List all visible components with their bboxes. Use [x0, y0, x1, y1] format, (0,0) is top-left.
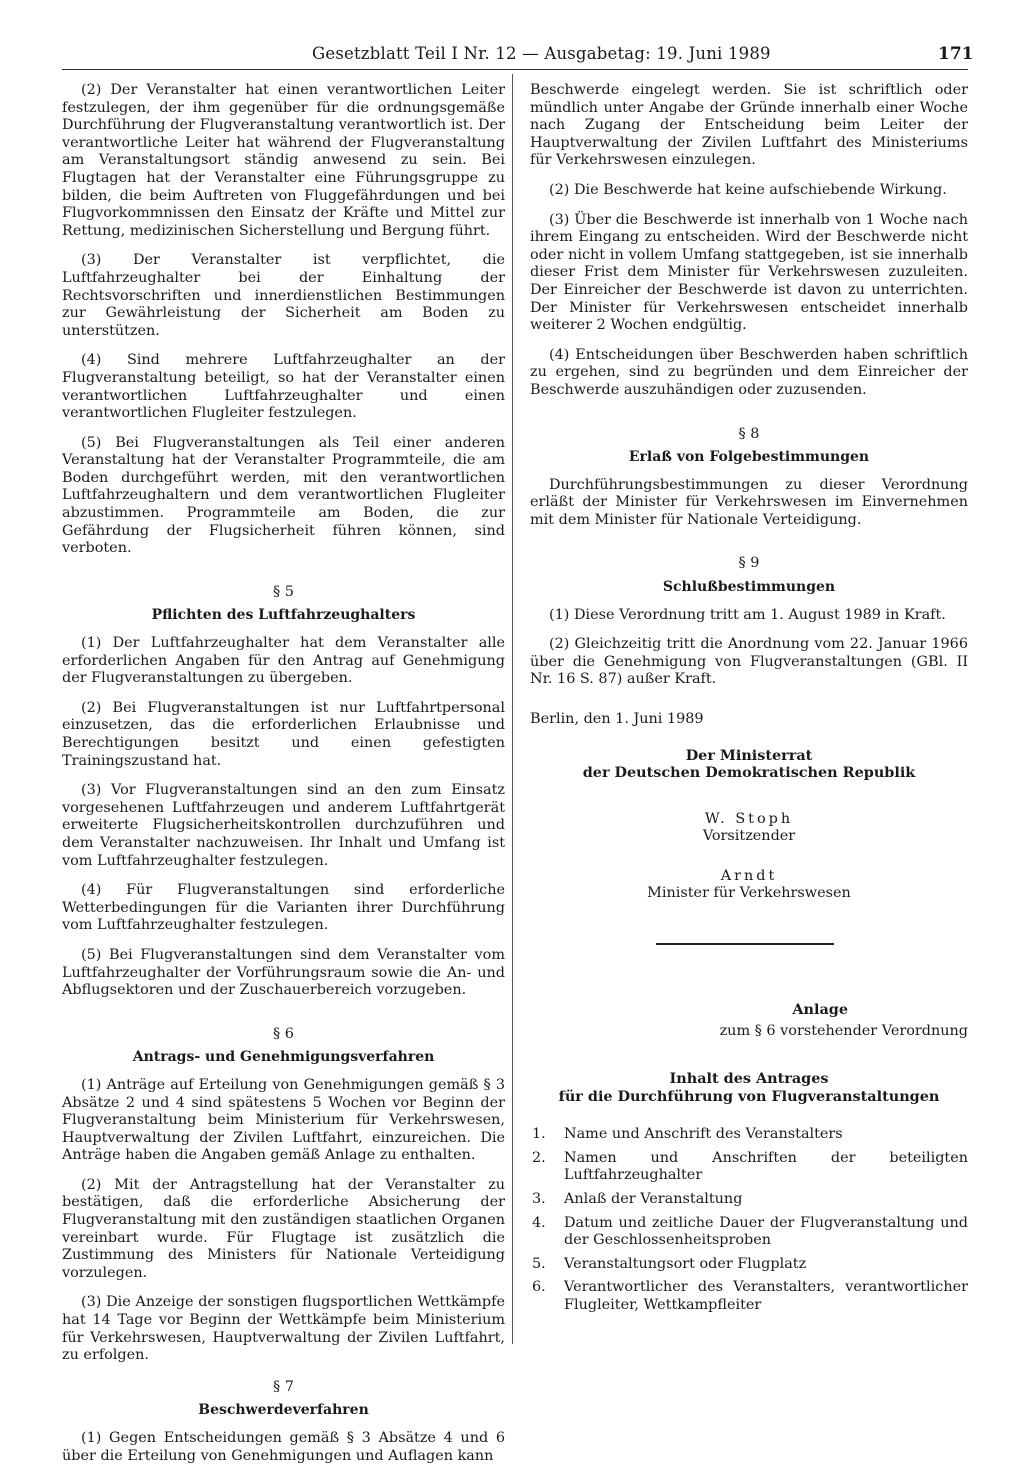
annex-item-list: [530, 1126, 968, 1314]
section-5-number: § 5: [273, 583, 294, 600]
list-item-number: 6.: [532, 1279, 546, 1296]
list-item-text: Namen und Anschriften der beteiligten Luftfahrzeughalter: [564, 1149, 968, 1184]
list-item-text: Anlaß der Veranstaltung: [564, 1190, 743, 1207]
gazette-header-title: Gesetzblatt Teil I Nr. 12 — Ausgabetag: 19. Juni 1989: [312, 44, 771, 63]
section-8-number: § 8: [738, 425, 760, 442]
signatory-role: Vorsitzender: [702, 828, 796, 845]
signatory-name: Arndt: [720, 867, 778, 884]
list-item-text: Veranstaltungsort oder Flugplatz: [564, 1255, 807, 1272]
paragraph: (5) Bei Flugveranstaltungen als Teil einer anderen Veranstaltung hat der Veranstalter Programmteile, die am Boden durchgeführt werden, mit den verantwortlichen Luftfahrzeughaltern und dem verantwortlichen Flugleiter abzustimmen. Programmteile am Boden, die zur Gefährdung der Flugsicherheit führen können, sind verboten.: [62, 434, 505, 557]
list-item-number: 3.: [532, 1190, 546, 1207]
place-date: Berlin, den 1. Juni 1989: [530, 711, 704, 728]
section-9-number: § 9: [738, 555, 760, 572]
paragraph: (5) Bei Flugveranstaltungen sind dem Veranstalter vom Luftfahrzeughalter der Vorführungsraum sowie die An- und Abflugsektoren und der Zuschauerbereich vorzugeben.: [62, 946, 505, 999]
header-rule: [62, 69, 968, 70]
list-item-number: 4.: [532, 1214, 546, 1231]
signatory-role: Minister für Verkehrswesen: [647, 885, 851, 902]
annex-reference: zum § 6 vorstehender Verordnung: [719, 1022, 968, 1039]
annex-heading-line: Inhalt des Antrages: [669, 1070, 829, 1088]
separator-rule: [656, 943, 834, 945]
paragraph: Beschwerde eingelegt werden. Sie ist schriftlich oder mündlich unter Angabe der Gründe innerhalb einer Woche nach Zugang der Entscheidung beim Leiter der Hauptverwaltung der Zivilen Luftfahrt des Ministeriums für Verkehrswesen einzulegen.: [530, 82, 968, 169]
page-header: [0, 44, 1024, 70]
paragraph: (1) Anträge auf Erteilung von Genehmigungen gemäß § 3 Absätze 2 und 4 sind spätestens 5 Wochen vor Beginn der Flugveranstaltung beim Ministerium für Verkehrswesen, Hauptverwaltung der Zivilen Luftfahrt, einzureichen. Die Anträge haben die Angaben gemäß Anlage zu enthalten.: [62, 1076, 505, 1164]
paragraph: (4) Entscheidungen über Beschwerden haben schriftlich zu ergehen, sind zu begründen und dem Einreicher der Beschwerde auszuhändigen oder zuzusenden.: [530, 346, 968, 398]
paragraph: (1) Diese Verordnung tritt am 1. August 1989 in Kraft.: [549, 606, 946, 623]
left-column: [62, 82, 505, 1477]
section-6-number: § 6: [273, 1025, 294, 1042]
list-item-number: 5.: [532, 1255, 546, 1272]
list-item-text: Datum und zeitliche Dauer der Flugveranstaltung und der Geschlossenheitsproben: [564, 1214, 968, 1249]
annex-title: Anlage: [792, 1001, 848, 1018]
list-item: [530, 1126, 968, 1144]
paragraph: (1) Gegen Entscheidungen gemäß § 3 Absätze 4 und 6 über die Erteilung von Genehmigungen und Auflagen kann: [62, 1430, 505, 1464]
page-number: 171: [938, 44, 974, 64]
signature-org-line: Der Ministerrat: [685, 746, 813, 764]
list-item: [530, 1150, 968, 1185]
paragraph: (3) Der Veranstalter ist verpflichtet, die Luftfahrzeughalter bei der Einhaltung der Rechtsvorschriften und innerdienstlichen Bestimmungen zur Gewährleistung der Sicherheit am Boden zu unterstützen.: [62, 252, 505, 339]
paragraph: (4) Sind mehrere Luftfahrzeughalter an der Flugveranstaltung beteiligt, so hat der Veranstalter einen verantwortlichen Luftfahrzeughalter und einen verantwortlichen Flugleiter festzulegen.: [62, 352, 505, 422]
paragraph: (2) Bei Flugveranstaltungen ist nur Luftfahrtpersonal einzusetzen, das die erforderlichen Erlaubnisse und Berechtigungen besitzt und einen gefestigten Trainingszustand hat.: [62, 699, 505, 769]
section-7-title: Beschwerdeverfahren: [198, 1402, 369, 1419]
list-item-text: Verantwortlicher des Veranstalters, verantwortlicher Flugleiter, Wettkampfleiter: [564, 1279, 968, 1313]
list-item: [530, 1256, 968, 1274]
list-item: [530, 1279, 968, 1314]
section-6-title: Antrags- und Genehmigungsverfahren: [132, 1049, 435, 1066]
list-item: [530, 1215, 968, 1250]
paragraph: Durchführungsbestimmungen zu dieser Verordnung erläßt der Minister für Verkehrswesen im Einvernehmen mit dem Minister für Nationale Verteidigung.: [530, 476, 968, 528]
section-8-title: Erlaß von Folgebestimmungen: [628, 449, 870, 466]
paragraph: (3) Vor Flugveranstaltungen sind an den zum Einsatz vorgesehenen Luftfahrzeugen und anderem Luftfahrtgerät erweiterte Flugsicherheitskontrollen durchzuführen und dem Veranstalter nachzuweisen. Ihr Inhalt und Umfang ist vom Luftfahrzeughalter festzulegen.: [62, 782, 505, 869]
annex-heading-line: für die Durchführung von Flugveranstaltungen: [558, 1088, 940, 1106]
list-item-number: 1.: [532, 1126, 546, 1143]
paragraph: (2) Gleichzeitig tritt die Anordnung vom 22. Januar 1966 über die Genehmigung von Flugveranstaltungen (GBl. II Nr. 16 S. 87) außer Kraft.: [530, 636, 968, 688]
section-7-number: § 7: [273, 1378, 294, 1395]
list-item-number: 2.: [532, 1149, 546, 1166]
paragraph: (2) Der Veranstalter hat einen verantwortlichen Leiter festzulegen, der ihm gegenüber für die ordnungsgemäße Durchführung der Flugveranstaltung verantwortlich ist. Der verantwortliche Leiter hat während der Flugveranstaltung am Veranstaltungsort ständig anwesend zu sein. Bei Flugtagen hat der Veranstalter eine Führungsgruppe zu bilden, die beim Auftreten von Fluggefährdungen und bei Flugvorkommnissen den Einsatz der Kräfte und Mittel zur Rettung, medizinischen Sicherstellung und Bergung führt.: [62, 82, 505, 239]
paragraph: (2) Mit der Antragstellung hat der Veranstalter zu bestätigen, daß die erforderliche Absicherung der Flugveranstaltung mit den zuständigen staatlichen Organen vereinbart wurde. Für Flugtage ist zusätzlich die Zustimmung des Ministers für Nationale Verteidigung vorzulegen.: [62, 1176, 505, 1281]
section-5-title: Pflichten des Luftfahrzeughalters: [151, 607, 416, 624]
signature-org-line: der Deutschen Demokratischen Republik: [582, 763, 916, 781]
annex-heading: [530, 1070, 968, 1106]
list-item-text: Name und Anschrift des Veranstalters: [564, 1126, 843, 1143]
paragraph: (2) Die Beschwerde hat keine aufschiebende Wirkung.: [549, 181, 947, 198]
column-divider: [512, 74, 513, 1344]
signature-organization: [530, 747, 968, 781]
right-column: [530, 82, 968, 1321]
signatory-name: W. Stoph: [704, 810, 794, 827]
list-item: [530, 1191, 968, 1209]
signature-block: [530, 747, 968, 903]
paragraph: (1) Der Luftfahrzeughalter hat dem Veranstalter alle erforderlichen Angaben für den Antrag auf Genehmigung der Flugveranstaltungen zu übergeben.: [62, 635, 505, 687]
paragraph: (4) Für Flugveranstaltungen sind erforderliche Wetterbedingungen für die Varianten ihrer Durchführung vom Luftfahrzeughalter festzulegen.: [62, 882, 505, 934]
paragraph: (3) Die Anzeige der sonstigen flugsportlichen Wettkämpfe hat 14 Tage vor Beginn der Wettkämpfe beim Ministerium für Verkehrswesen, Hauptverwaltung der Zivilen Luftfahrt, zu erfolgen.: [62, 1294, 505, 1364]
paragraph: (3) Über die Beschwerde ist innerhalb von 1 Woche nach ihrem Eingang zu entscheiden. Wird der Beschwerde nicht oder nicht in vollem Umfang stattgegeben, ist sie innerhalb dieser Frist dem Minister für Verkehrswesen zuzuleiten. Der Einreicher der Beschwerde ist davon zu unterrichten. Der Minister für Verkehrswesen entscheidet innerhalb weiterer 2 Wochen endgültig.: [530, 211, 968, 334]
section-9-title: Schlußbestimmungen: [662, 579, 836, 596]
